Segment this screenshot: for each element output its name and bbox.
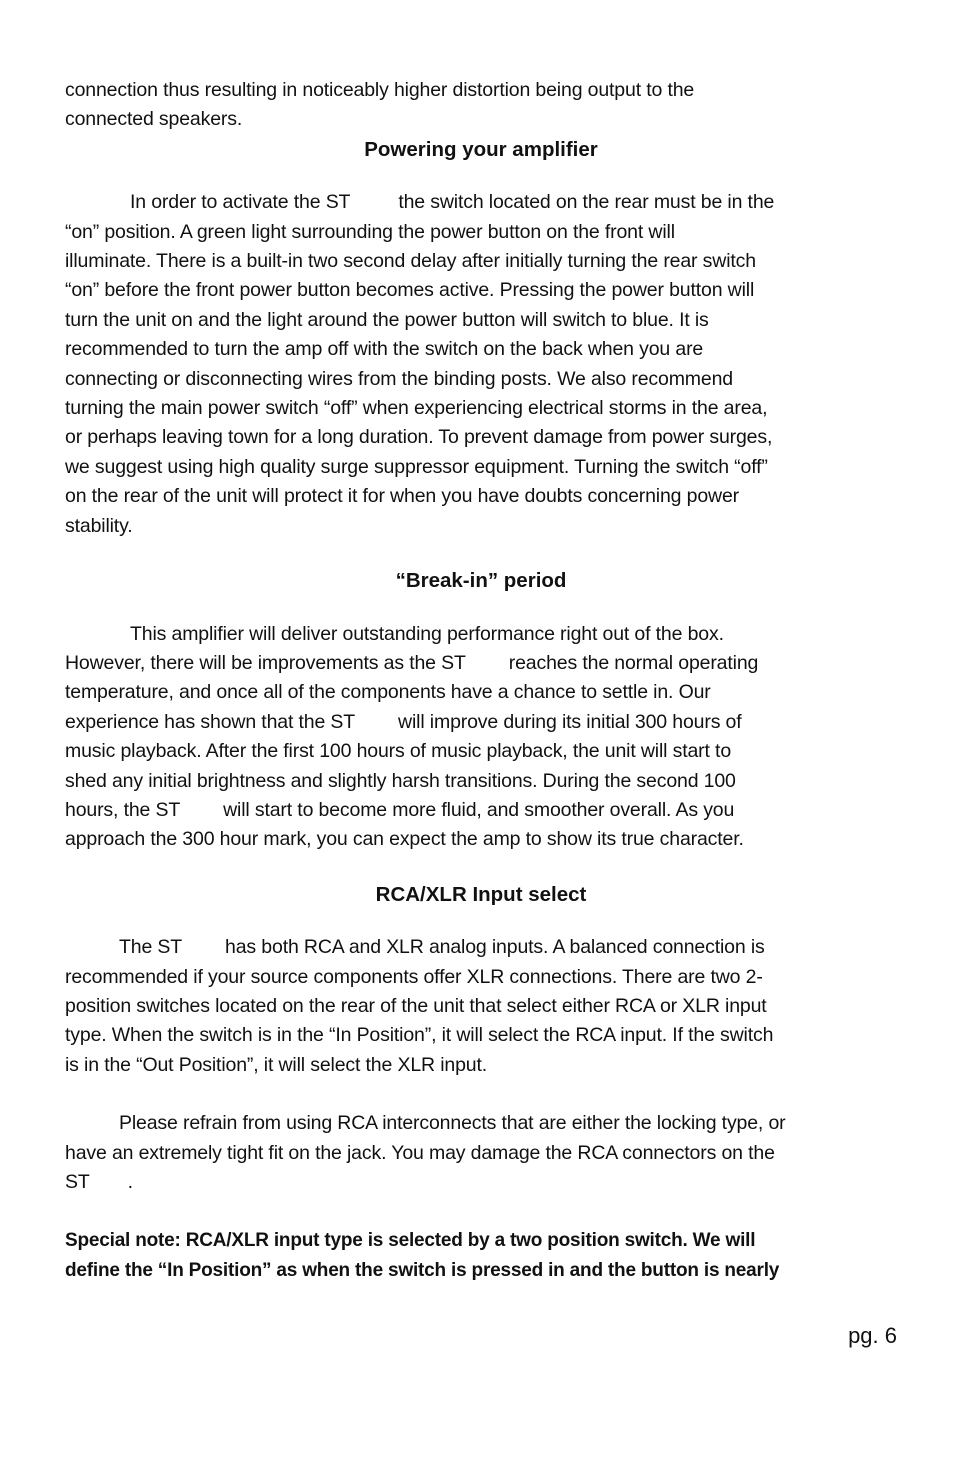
text-line: connection thus resulting in noticeably higher distortion being output to the (65, 79, 695, 101)
text-line: we suggest using high quality surge suppressor equipment. Turning the switch “off” (65, 455, 768, 478)
text-line: Please refrain from using RCA interconnects that are either the locking type, or (119, 1112, 786, 1135)
text-line (65, 796, 897, 825)
paragraph-break-in (65, 620, 897, 855)
text-line: illuminate. There is a built-in two second delay after initially turning the rear switch (65, 250, 756, 273)
text-line (65, 649, 897, 678)
text-line: have an extremely tight fit on the jack. You may damage the RCA connectors on the (65, 1141, 775, 1164)
text-line: type. When the switch is in the “In Position”, it will select the RCA input. If the switch (65, 1024, 774, 1047)
text-line: recommended to turn the amp off with the switch on the back when you are (65, 338, 704, 361)
text-line: recommended if your source components offer XLR connections. There are two 2- (65, 965, 763, 988)
section-heading-powering: Powering your amplifier (364, 137, 598, 161)
text-line: approach the 300 hour mark, you can expect the amp to show its true character. (65, 828, 744, 851)
text-line: “on” before the front power button becomes active. Pressing the power button will (65, 279, 755, 302)
section-heading-break-in: “Break-in” period (395, 569, 567, 593)
section-heading-input-select: RCA/XLR Input select (375, 882, 587, 906)
intro-paragraph (65, 76, 897, 135)
text-line: on the rear of the unit will protect it for when you have doubts concerning power (65, 485, 739, 508)
text-line: stability. (65, 514, 133, 537)
text-line: turning the main power switch “off” when experiencing electrical storms in the area, (65, 397, 768, 420)
text-fragment: The ST (119, 936, 183, 959)
text-line: music playback. After the first 100 hours of music playback, the unit will start to (65, 740, 732, 763)
text-line: define the “In Position” as when the switch is pressed in and the button is nearly (65, 1259, 780, 1281)
text-line: connecting or disconnecting wires from the binding posts. We also recommend (65, 367, 733, 390)
text-fragment: ST (65, 1171, 90, 1193)
text-fragment: will start to become more fluid, and smoother overall. As you (223, 798, 735, 821)
text-line: turn the unit on and the light around the power button will switch to blue. It is (65, 308, 709, 331)
text-line (65, 188, 897, 217)
text-line: “on” position. A green light surrounding the power button on the front will (65, 220, 675, 243)
text-fragment: experience has shown that the ST (65, 710, 356, 733)
paragraph-input-select (65, 933, 897, 1080)
manual-page (65, 76, 897, 1285)
text-fragment: reaches the normal operating (508, 651, 759, 674)
text-line: connected speakers. (65, 108, 243, 131)
text-line: shed any initial brightness and slightly harsh transitions. During the second 100 (65, 769, 736, 792)
text-line: Special note: RCA/XLR input type is selected by a two position switch. We will (65, 1230, 756, 1252)
text-fragment: In order to activate the ST (130, 191, 351, 214)
text-fragment: . (127, 1171, 133, 1193)
special-note (65, 1226, 897, 1285)
text-line: is in the “Out Position”, it will select the XLR input. (65, 1053, 488, 1076)
paragraph-rca-warning (65, 1109, 897, 1197)
text-line (65, 933, 897, 962)
text-line (65, 708, 897, 737)
text-fragment: will improve during its initial 300 hours of (398, 710, 742, 733)
text-fragment: has both RCA and XLR analog inputs. A balanced connection is (225, 936, 765, 959)
text-line: or perhaps leaving town for a long duration. To prevent damage from power surges, (65, 426, 773, 449)
text-line: position switches located on the rear of the unit that select either RCA or XLR input (65, 994, 767, 1017)
text-line: temperature, and once all of the components have a chance to settle in. Our (65, 681, 711, 704)
paragraph-powering (65, 188, 897, 541)
text-fragment: However, there will be improvements as the ST (65, 651, 466, 674)
text-line (65, 1168, 897, 1197)
text-fragment: hours, the ST (65, 798, 181, 821)
text-line: This amplifier will deliver outstanding performance right out of the box. (130, 622, 724, 645)
text-fragment: the switch located on the rear must be in the (398, 191, 775, 214)
page-number: pg. 6 (848, 1323, 897, 1348)
